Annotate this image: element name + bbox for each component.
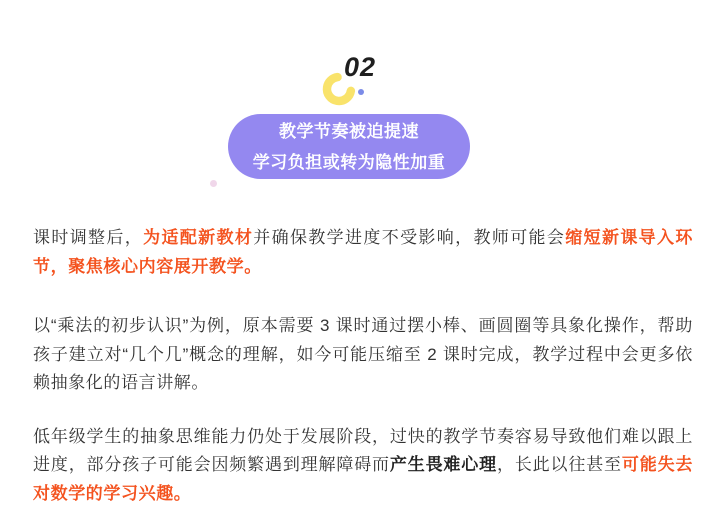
text-segment: 产生畏难心理 [389, 455, 497, 474]
text-segment: 以“乘法的初步认识”为例，原本需要 3 课时通过摆小棒、画圆圈等具象化操作，帮助孩子建立对“几个几”概念的理解，如今可能压缩至 2 课时完成，教学过程中会更多依赖抽象化的语言讲解。 [33, 316, 693, 392]
crescent-icon [320, 70, 358, 108]
text-segment: 可能失去对数学的学习兴趣。 [33, 455, 694, 503]
text-segment: ，长此以往甚至 [496, 455, 622, 474]
text-segment: 低年级学生的抽象思维能力仍处于发展阶段，过快的教学节奏容易导致他们难以跟上进度，部分孩子可能会因频繁遇到理解障碍而 [33, 426, 693, 474]
paragraph [33, 423, 693, 509]
text-segment: 为适配新教材 [143, 228, 254, 247]
section-title-line1: 教学节奏被迫提速 [279, 121, 419, 141]
text-segment: 并确保教学进度不受影响，教师可能会 [253, 228, 566, 247]
accent-dot-icon [358, 89, 364, 95]
section-title-line2: 学习负担或转为隐性加重 [252, 152, 446, 172]
paragraph [33, 224, 693, 281]
article-body [33, 224, 693, 508]
section-title-badge [228, 114, 470, 179]
paragraph [33, 312, 693, 398]
text-segment: 缩短新课导入环节，聚焦核心内容展开教学。 [33, 228, 693, 276]
text-segment: 课时调整后， [33, 228, 144, 247]
decor-pink-dot-icon [210, 180, 217, 187]
section-number: 02 [344, 52, 377, 82]
